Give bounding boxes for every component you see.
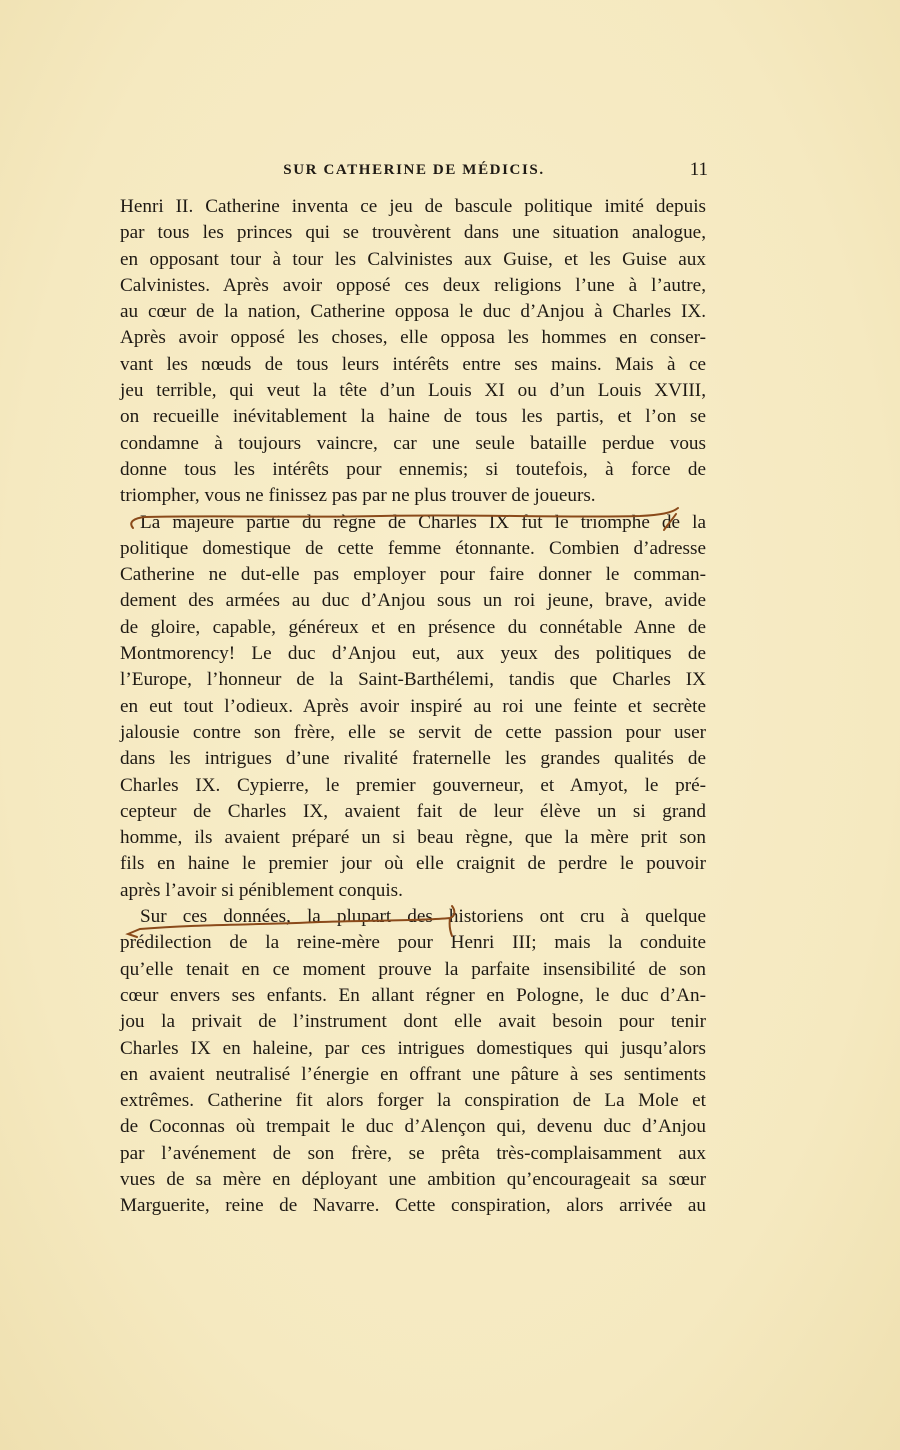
page-number: 11 <box>689 159 708 180</box>
text-line: l’Europe, l’honneur de la Saint-Barthélemi, tandis que Charles IX <box>120 669 706 691</box>
running-title: SUR CATHERINE DE MÉDICIS. <box>283 162 545 178</box>
text-line: Catherine ne dut-elle pas employer pour faire donner le comman- <box>120 564 706 586</box>
text-line: vant les nœuds de tous leurs intérêts entre ses mains. Mais à ce <box>120 353 706 375</box>
text-line: Calvinistes. Après avoir opposé ces deux religions l’une à l’autre, <box>120 274 706 296</box>
text-line: donne tous les intérêts pour ennemis; si toutefois, à force de <box>120 458 706 480</box>
text-line: politique domestique de cette femme étonnante. Combien d’adresse <box>120 537 706 559</box>
text-line: dans les intrigues d’une rivalité fraternelle les grandes qualités de <box>120 748 706 770</box>
text-line: en opposant tour à tour les Calvinistes aux Guise, et les Guise aux <box>120 248 706 270</box>
text-line: au cœur de la nation, Catherine opposa le duc d’Anjou à Charles IX. <box>120 301 706 323</box>
text-line: Henri II. Catherine inventa ce jeu de bascule politique imité depuis <box>120 196 706 217</box>
text-line: fils en haine le premier jour où elle craignit de perdre le pouvoir <box>120 853 706 875</box>
text-line: homme, ils avaient préparé un si beau règne, que la mère prit son <box>120 827 706 849</box>
text-line: cœur envers ses enfants. En allant régner en Pologne, le duc d’An- <box>120 984 706 1006</box>
text-line: en eut tout l’odieux. Après avoir inspiré au roi une feinte et secrète <box>120 695 706 717</box>
paragraph <box>120 194 706 510</box>
text-line: Après avoir opposé les choses, elle opposa les hommes en conser- <box>120 327 706 349</box>
page-body-text <box>120 194 706 1220</box>
text-line: Charles IX. Cypierre, le premier gouverneur, et Amyot, le pré- <box>120 774 706 796</box>
text-line: en avaient neutralisé l’énergie en offrant une pâture à ses sentiments <box>120 1063 706 1085</box>
paragraph <box>120 510 706 904</box>
text-line: Sur ces données, la plupart des historiens ont cru à quelque <box>140 906 706 928</box>
text-line: de Coconnas où trempait le duc d’Alençon qui, devenu duc d’Anjou <box>120 1116 706 1138</box>
text-line: Charles IX en haleine, par ces intrigues domestiques qui jusqu’alors <box>120 1037 706 1059</box>
paragraph <box>120 904 706 1220</box>
text-line: on recueille inévitablement la haine de tous les partis, et l’on se <box>120 406 706 428</box>
text-line: par l’avénement de son frère, se prêta très-complaisamment aux <box>120 1142 706 1164</box>
text-line: Montmorency! Le duc d’Anjou eut, aux yeux des politiques de <box>120 643 706 665</box>
text-line: triompher, vous ne finissez pas par ne plus trouver de joueurs. <box>120 485 596 507</box>
text-line: La majeure partie du règne de Charles IX fut le triomphe de la <box>140 511 706 533</box>
text-line: extrêmes. Catherine fit alors forger la conspiration de La Mole et <box>120 1090 706 1112</box>
text-line: jalousie contre son frère, elle se servit de cette passion pour user <box>120 721 706 743</box>
text-line: vues de sa mère en déployant une ambition qu’encourageait sa sœur <box>120 1168 706 1190</box>
text-line: après l’avoir si péniblement conquis. <box>120 879 403 901</box>
page-header <box>120 159 708 185</box>
text-line: cepteur de Charles IX, avaient fait de leur élève un si grand <box>120 800 706 822</box>
text-line: qu’elle tenait en ce moment prouve la parfaite insensibilité de son <box>120 958 706 980</box>
text-line: Marguerite, reine de Navarre. Cette conspiration, alors arrivée au <box>120 1195 706 1217</box>
text-line: prédilection de la reine-mère pour Henri III; mais la conduite <box>120 932 706 954</box>
text-line: jou la privait de l’instrument dont elle avait besoin pour tenir <box>120 1011 706 1033</box>
text-line: jeu terrible, qui veut la tête d’un Louis XI ou d’un Louis XVIII, <box>120 380 706 402</box>
text-line: par tous les princes qui se trouvèrent dans une situation analogue, <box>120 222 706 244</box>
text-line: dement des armées au duc d’Anjou sous un roi jeune, brave, avide <box>120 590 706 612</box>
text-line: de gloire, capable, généreux et en présence du connétable Anne de <box>120 616 706 638</box>
text-line: condamne à toujours vaincre, car une seule bataille perdue vous <box>120 432 706 454</box>
